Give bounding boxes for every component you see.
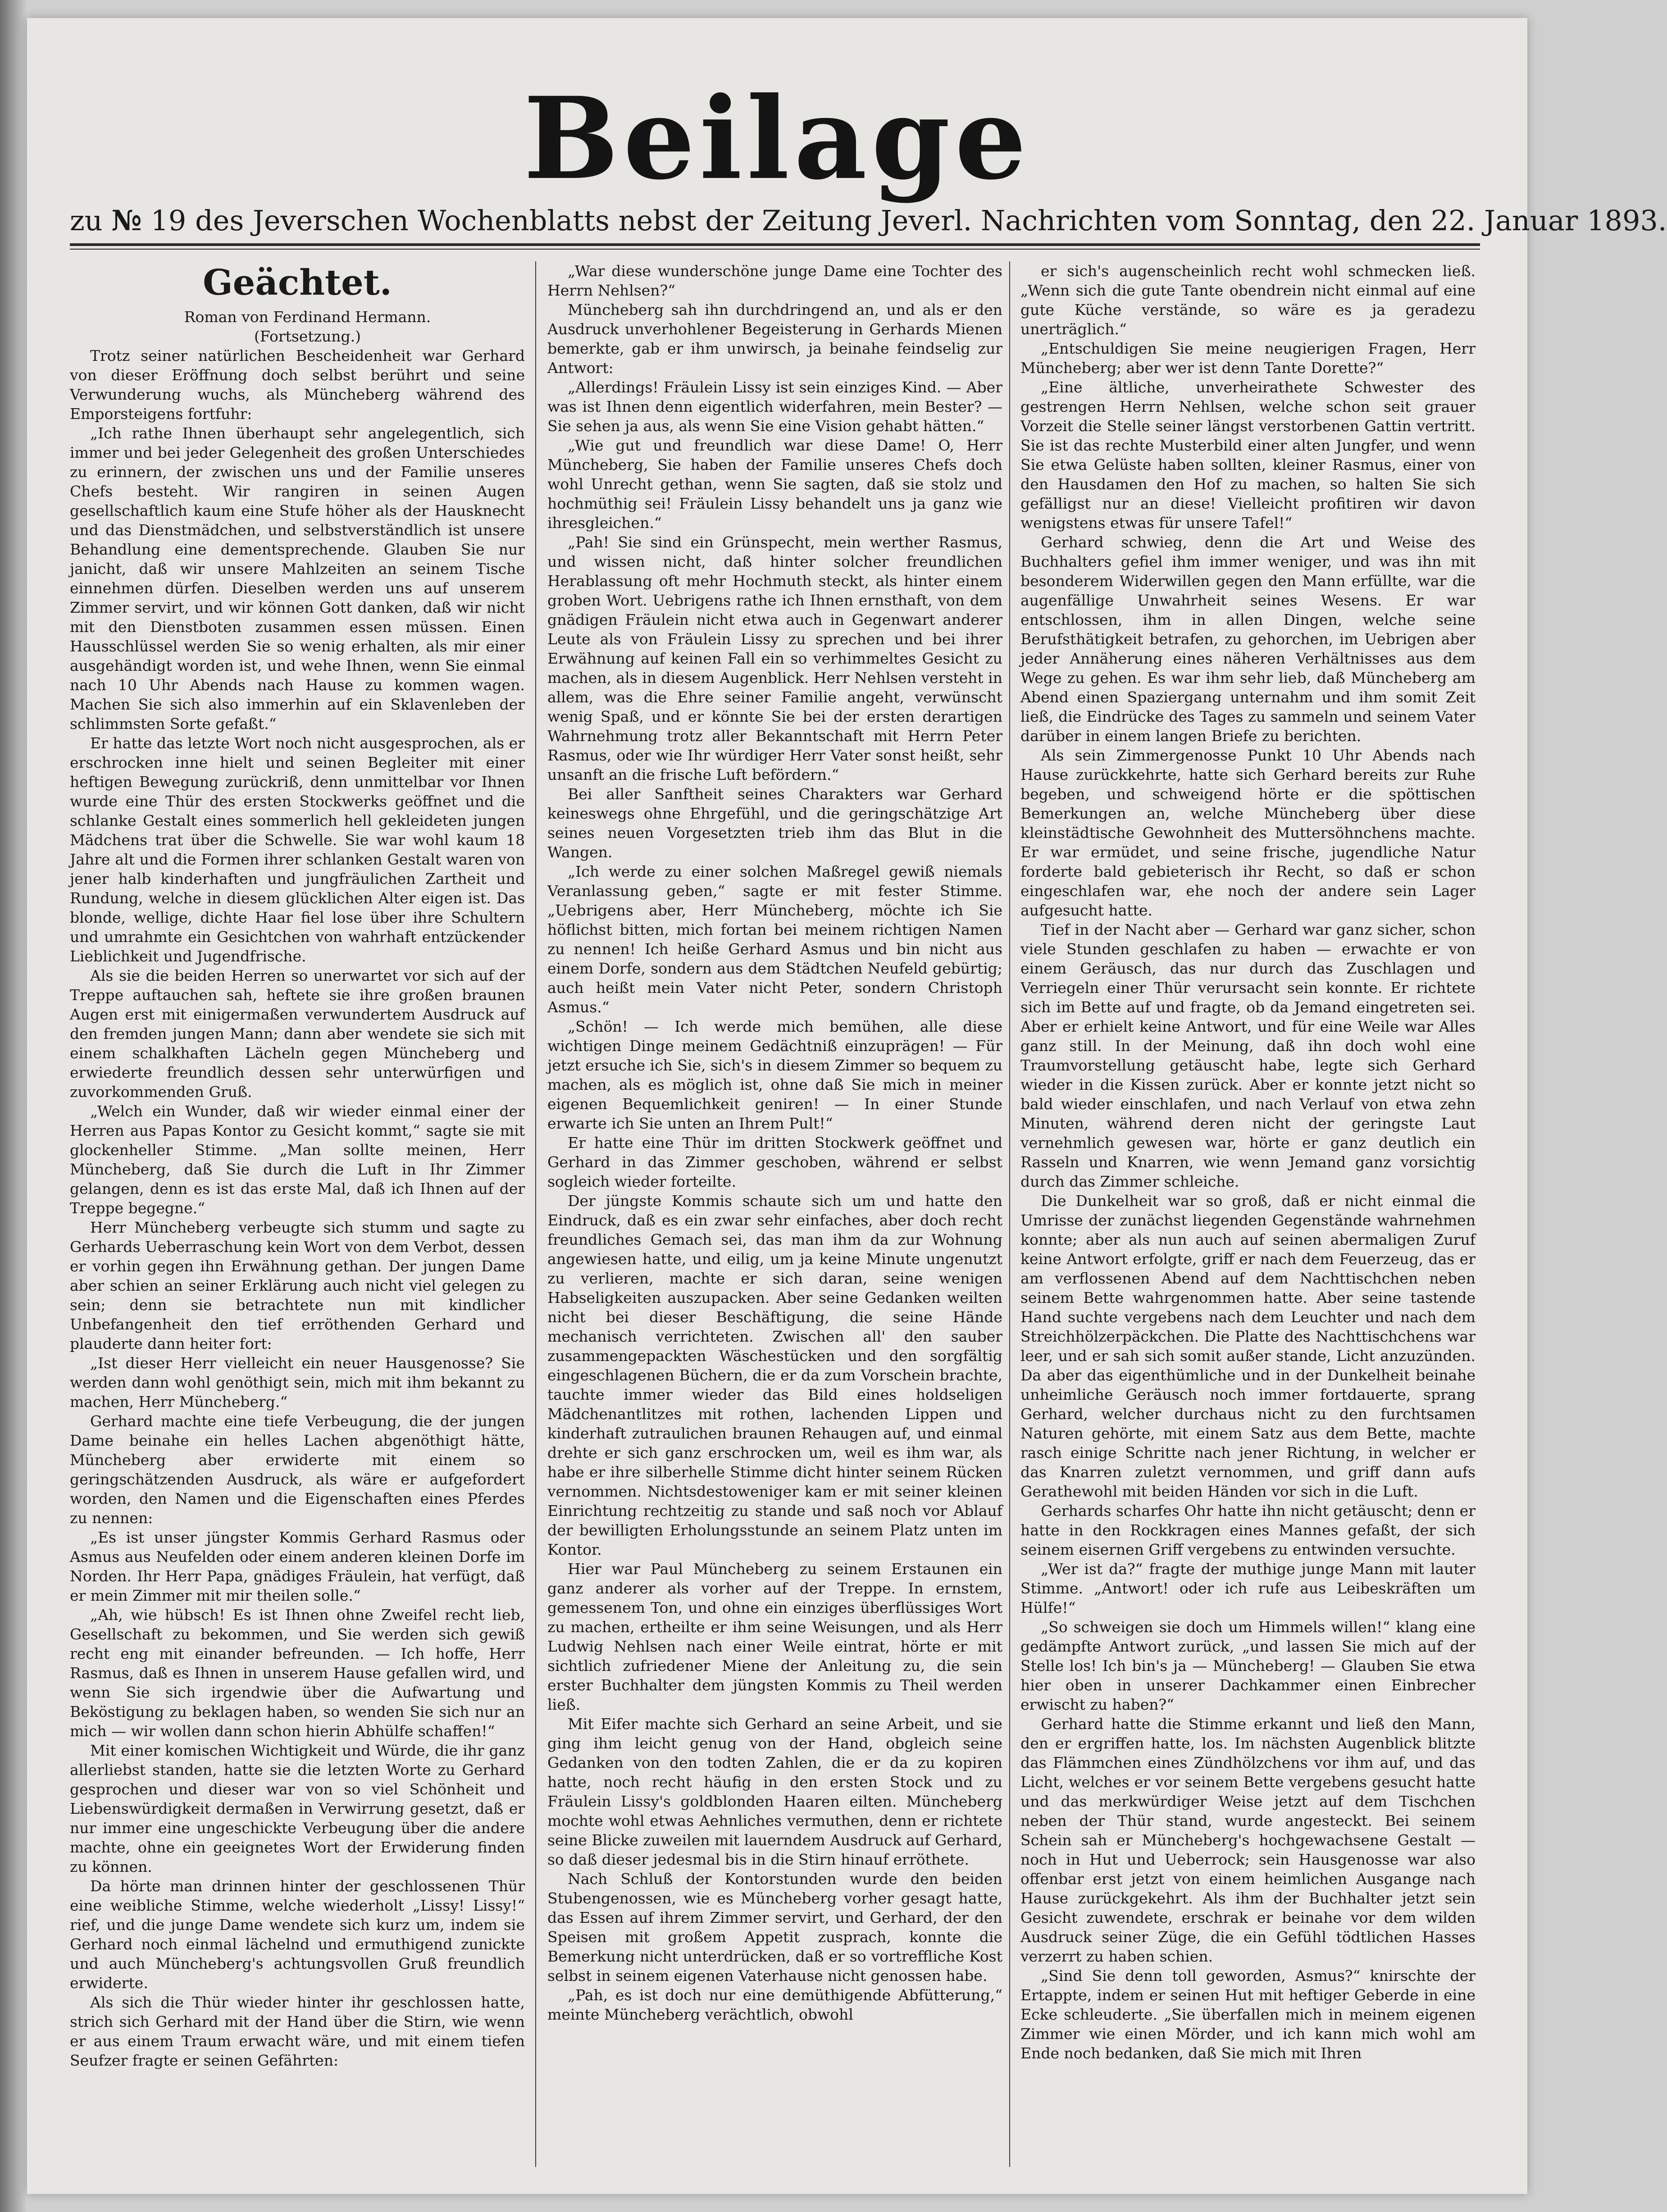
column-2-body (547, 261, 1002, 2024)
article-continuation: (Fortsetzung.) (254, 328, 361, 345)
book-spine (0, 0, 27, 2212)
paragraph: „Eine ältliche, unverheirathete Schwester des gestrengen Herrn Nehlsen, welche schon seit grauer Vorzeit die Stelle seiner längst verstorbenen Gattin vertritt. Sie ist das rechte Musterbild einer alten Jungfer, und wenn Sie etwa Gelüste haben sollten, kleiner Rasmus, einer von den Hausdamen den Hof zu machen, so halten Sie sich gefälligst nur an diese! Vielleicht profitiren wir davon wenigstens etwas für unsere Tafel!“ (1020, 378, 1476, 532)
paragraph: „Pah, es ist doch nur eine demüthigende Abfütterung,“ meinte Müncheberg verächtlich, obwohl (547, 1986, 1002, 2023)
paragraph: „War diese wunderschöne junge Dame eine Tochter des Herrn Nehlsen?“ (547, 262, 1002, 299)
issue-number: 19 (150, 204, 187, 237)
column-1-body (70, 346, 525, 2070)
paragraph: „Es ist unser jüngster Kommis Gerhard Rasmus oder Asmus aus Neufelden oder einem anderen kleinen Dorfe im Norden. Ihr Herr Papa, gnädiges Fräulein, hat verfügt, daß er mein Zimmer mit mir theilen solle.“ (70, 1529, 525, 1604)
paragraph: Gerhard machte eine tiefe Verbeugung, die der jungen Dame beinahe ein helles Lachen abgenöthigt hätte, Müncheberg aber erwiderte mit einem so geringschätzenden Ausdruck, als wäre er aufgefordert worden, den Namen und die Eigenschaften eines Pferdes zu nennen: (70, 1412, 525, 1527)
paragraph: Die Dunkelheit war so groß, daß er nicht einmal die Umrisse der zunächst liegenden Gegenstände wahrnehmen konnte; aber als nun auch auf seinen abermaligen Zuruf keine Antwort erfolgte, griff er nach dem Feuerzeug, das er am verflossenen Abend auf dem Nachttischchen neben seinem Bette wahrgenommen hatte. Aber seine tastende Hand suchte vergebens nach dem Leuchter und nach dem Streichhölzerpäckchen. Die Platte des Nachttischchens war leer, und er sah sich somit außer stande, Licht anzuzünden. Da aber das eigenthümliche und in der Dunkelheit beinahe unheimliche Geräusch noch immer fortdauerte, sprang Gerhard, welcher durchaus nicht zu den furchtsamen Naturen gehörte, mit einem Satz aus dem Bette, machte rasch einige Schritte nach jener Richtung, in welcher er das Knarren zuletzt vernommen, und griff dann aufs Gerathewohl mit beiden Händen vor sich in die Luft. (1020, 1192, 1476, 1500)
paragraph: Als sie die beiden Herren so unerwartet vor sich auf der Treppe auftauchen sah, heftete sie ihre großen braunen Augen erst mit einigermaßen verwundertem Ausdruck auf den fremden jungen Mann; dann aber wendete sie sich mit einem schalkhaften Lächeln gegen Müncheberg und erwiederte freundlich dessen sehr unterwürfigen und zuvorkommenden Gruß. (70, 967, 525, 1101)
paragraph: Trotz seiner natürlichen Bescheidenheit war Gerhard von dieser Eröffnung doch selbst berührt und seine Verwunderung wuchs, als Müncheberg während des Emporsteigens fortfuhr: (70, 347, 525, 423)
header-rule-thin (70, 249, 1480, 250)
column-3 (1020, 261, 1476, 2171)
column-3-body (1020, 261, 1476, 2063)
issue-line (70, 203, 1667, 239)
paragraph: Da hörte man drinnen hinter der geschlossenen Thür eine weibliche Stimme, welche wiederholt „Lissy! Lissy!“ rief, und die junge Dame wendete sich kurz um, indem sie Gerhard noch einmal lächelnd und ermuthigend zunickte und auch Müncheberg's achtungsvollen Gruß freundlich erwiderte. (70, 1877, 525, 1992)
paragraph: Hier war Paul Müncheberg zu seinem Erstaunen ein ganz anderer als vorher auf der Treppe. In ernstem, gemessenem Ton, und ohne ein einziges überflüssiges Wort zu machen, ertheilte er ihm seine Weisungen, und als Herr Ludwig Nehlsen nach einer Weile eintrat, hörte er mit sichtlich zufriedener Miene der Anleitung zu, die sein erster Buchhalter dem jüngsten Kommis zu Theil werden ließ. (547, 1560, 1002, 1713)
paragraph: „Ah, wie hübsch! Es ist Ihnen ohne Zweifel recht lieb, Gesellschaft zu bekommen, und Sie werden sich gewiß recht eng mit einander befreunden. — Ich hoffe, Herr Rasmus, daß es Ihnen in unserem Hause gefallen wird, und wenn Sie sich irgendwie über die Aufwartung und Beköstigung zu beklagen haben, so wenden Sie sich nur an mich — wir wollen dann schon hierin Abhülfe schaffen!“ (70, 1606, 525, 1740)
paragraph: „Wer ist da?“ fragte der muthige junge Mann mit lauter Stimme. „Antwort! oder ich rufe aus Leibeskräften um Hülfe!“ (1020, 1560, 1476, 1616)
masthead: Beilage (523, 72, 1031, 205)
number-sign: № (111, 204, 142, 237)
paragraph: Er hatte eine Thür im dritten Stockwerk geöffnet und Gerhard in das Zimmer geschoben, während er selbst sogleich wieder forteilte. (547, 1134, 1002, 1190)
paragraph: „Welch ein Wunder, daß wir wieder einmal einer der Herren aus Papas Kontor zu Gesicht kommt,“ sagte sie mit glockenheller Stimme. „Man sollte meinen, Herr Müncheberg, daß Sie durch die Luft in Ihr Zimmer gelangen, denn es ist das erste Mal, daß ich Ihnen auf der Treppe begegne.“ (70, 1102, 525, 1217)
column-2 (547, 261, 1002, 2171)
paragraph: er sich's augenscheinlich recht wohl schmecken ließ. „Wenn sich die gute Tante obendrein nicht einmal auf eine gute Küche verstände, so wäre es ja geradezu unerträglich.“ (1020, 262, 1476, 338)
paragraph: „Entschuldigen Sie meine neugierigen Fragen, Herr Müncheberg; aber wer ist denn Tante Dorette?“ (1020, 340, 1476, 377)
paragraph: „Wie gut und freundlich war diese Dame! O, Herr Müncheberg, Sie haben der Familie unseres Chefs doch wohl Unrecht gethan, wenn Sie sagten, daß sie stolz und hochmüthig sei! Fräulein Lissy behandelt uns ja ganz wie ihresgleichen.“ (547, 437, 1002, 532)
paragraph: Gerhard hatte die Stimme erkannt und ließ den Mann, den er ergriffen hatte, los. Im nächsten Augenblick blitzte das Flämmchen eines Zündhölzchens vor ihm auf, und das Licht, welches er vor seinem Bette vergebens gesucht hatte und das merkwürdiger Weise jetzt auf dem Tischchen neben der Thür stand, wurde angesteckt. Bei seinem Schein sah er Müncheberg's hochgewachsene Gestalt — noch in Hut und Ueberrock; sein Hausgenosse war also offenbar erst jetzt von einem heimlichen Ausgange nach Hause zurückgekehrt. Als ihm der Buchhalter jetzt sein Gesicht zuwendete, erschrak er beinahe vor dem wilden Ausdruck seiner Züge, die ein Gefühl tödtlichen Hasses verzerrt zu haben schien. (1020, 1715, 1476, 1965)
paragraph: Der jüngste Kommis schaute sich um und hatte den Eindruck, daß es ein zwar sehr einfaches, aber doch recht freundliches Gemach sei, das man ihm da zur Wohnung angewiesen hatte, und eilig, um ja keine Minute ungenutzt zu verlieren, machte er sich daran, seine wenigen Habseligkeiten auszupacken. Aber seine Gedanken weilten nicht bei dieser Beschäftigung, die seine Hände mechanisch verrichteten. Zwischen all' den sauber zusammengepackten Wäschestücken und den sorgfältig eingeschlagenen Büchern, die er da zum Vorschein brachte, tauchte immer wieder das Bild eines holdseligen Mädchenantlitzes mit rothen, lachenden Lippen und kinderhaft zutraulichen braunen Rehaugen auf, und einmal drehte er sich ganz erschrocken um, weil es ihm war, als habe er ihre silberhelle Stimme dicht hinter seinem Rücken vernommen. Nichtsdestoweniger kam er mit seiner kleinen Einrichtung rechtzeitig zu stande und saß noch vor Ablauf der bewilligten Erholungsstunde an seinem Platz unten im Kontor. (547, 1192, 1002, 1558)
paragraph: „Ich werde zu einer solchen Maßregel gewiß niemals Veranlassung geben,“ sagte er mit fester Stimme. „Uebrigens aber, Herr Müncheberg, möchte ich Sie höflichst bitten, mich fortan bei meinem richtigen Namen zu nennen! Ich heiße Gerhard Asmus und bin nicht aus einem Dorfe, sondern aus dem Städtchen Neufeld gebürtig; auch heißt mein Vater nicht Peter, sondern Christoph Asmus.“ (547, 863, 1002, 1016)
paragraph: Als sich die Thür wieder hinter ihr geschlossen hatte, strich sich Gerhard mit der Hand über die Stirn, wie wenn er aus einem Traum erwacht wäre, und mit einem tiefen Seufzer fragte er seinen Gefährten: (70, 1994, 525, 2069)
paragraph: Herr Müncheberg verbeugte sich stumm und sagte zu Gerhards Ueberraschung kein Wort von dem Verbot, dessen er vorhin gegen ihn Erwähnung gethan. Der jungen Dame aber schien an seiner Erklärung auch nicht viel gelegen zu sein; denn sie betrachtete nun mit kindlicher Unbefangenheit den tief erröthenden Gerhard und plauderte dann heiter fort: (70, 1219, 525, 1352)
paragraph: „Ich rathe Ihnen überhaupt sehr angelegentlich, sich immer und bei jeder Gelegenheit des großen Unterschiedes zu erinnern, der zwischen uns und der Familie unseres Chefs besteht. Wir rangiren in seinen Augen gesellschaftlich kaum eine Stufe höher als der Hausknecht und das Dienstmädchen, und selbstverständlich ist unsere Behandlung eine dementsprechende. Glauben Sie nur janicht, daß wir unsere Mahlzeiten an seinem Tische einnehmen dürfen. Dieselben werden uns auf unserem Zimmer servirt, und wir können Gott danken, daß wir nicht mit den Dienstboten zusammen essen müssen. Einen Hausschlüssel werden Sie so wenig erhalten, als mir einer ausgehändigt worden ist, und wehe Ihnen, wenn Sie einmal nach 10 Uhr Abends nach Hause zu kommen wagen. Machen Sie sich also immerhin auf ein Sklavenleben der schlimmsten Sorte gefaßt.“ (70, 424, 525, 733)
paragraph: Gerhards scharfes Ohr hatte ihn nicht getäuscht; denn er hatte in den Rockkragen eines Mannes gefaßt, der sich seinem eisernen Griff vergebens zu entwinden versuchte. (1020, 1502, 1476, 1558)
paragraph: „Sind Sie denn toll geworden, Asmus?“ knirschte der Ertappte, indem er seinen Hut mit heftiger Geberde in eine Ecke schleuderte. „Sie überfallen mich in meinem eigenen Zimmer wie einen Mörder, und ich kann mich wohl am Ende noch bedanken, daß Sie mich mit Ihren (1020, 1967, 1476, 2062)
issue-text: des Jeverschen Wochenblatts nebst der Zeitung Jeverl. Nachrichten vom Sonntag, den 22. Januar 1893. (195, 204, 1667, 237)
paragraph: „Ist dieser Herr vielleicht ein neuer Hausgenosse? Sie werden dann wohl genöthigt sein, mich mit ihm bekannt zu machen, Herr Müncheberg.“ (70, 1354, 525, 1411)
column-1 (70, 261, 525, 2171)
paragraph: Als sein Zimmergenosse Punkt 10 Uhr Abends nach Hause zurückkehrte, hatte sich Gerhard bereits zur Ruhe begeben, und schweigend hörte er die spöttischen Bemerkungen an, welche Müncheberg über diese kleinstädtische Gewohnheit des Muttersöhnchens machte. Er war ermüdet, und seine frische, jugendliche Natur forderte bald gebieterisch ihr Recht, so daß er schon eingeschlafen war, ehe noch der andere sein Lager aufgesucht hatte. (1020, 746, 1476, 919)
paragraph: Tief in der Nacht aber — Gerhard war ganz sicher, schon viele Stunden geschlafen zu haben — erwachte er von einem Geräusch, das nur durch das Zuschlagen und Verriegeln einer Thür verursacht sein konnte. Er richtete sich im Bette auf und fragte, ob da Jemand eingetreten sei. Aber er erhielt keine Antwort, und für eine Weile war Alles ganz still. In der Meinung, daß ihn doch wohl eine Traumvorstellung getäuscht habe, legte sich Gerhard wieder in die Kissen zurück. Aber er konnte jetzt nicht so bald wieder einschlafen, und nach Verlauf von etwa zehn Minuten, während deren nicht der geringste Laut vernehmlich gewesen war, hörte er ganz deutlich ein Rasseln und Knarren, wie wenn Jemand ganz vorsichtig durch das Zimmer schleiche. (1020, 921, 1476, 1190)
newspaper-page (27, 18, 1667, 2194)
paragraph: Bei aller Sanftheit seines Charakters war Gerhard keineswegs ohne Ehrgefühl, und die geringschätzige Art seines neuen Vorgesetzten trieb ihm das Blut in die Wangen. (547, 785, 1002, 861)
paragraph: Mit Eifer machte sich Gerhard an seine Arbeit, und sie ging ihm leicht genug von der Hand, obgleich seine Gedanken von den todten Zahlen, die er da zu kopiren hatte, noch recht häufig in den ersten Stock und zu Fräulein Lissy's goldblonden Haaren eilten. Müncheberg mochte wohl etwas Aehnliches vermuthen, denn er richtete seine Blicke zuweilen mit lauerndem Ausdruck auf Gerhard, so daß dieser jedesmal bis in die Stirn hinauf erröthete. (547, 1715, 1002, 1868)
paragraph: „Allerdings! Fräulein Lissy ist sein einziges Kind. — Aber was ist Ihnen denn eigentlich widerfahren, mein Bester? — Sie sehen ja aus, als wenn Sie eine Vision gehabt hätten.“ (547, 378, 1002, 435)
paragraph: „Schön! — Ich werde mich bemühen, alle diese wichtigen Dinge meinem Gedächtniß einzuprägen! — Für jetzt ersuche ich Sie, sich's in diesem Zimmer so bequem zu machen, als es möglich ist, ohne daß Sie mich in meiner eigenen Bequemlichkeit geniren! — In einer Stunde erwarte ich Sie unten an Ihrem Pult!“ (547, 1018, 1002, 1132)
paragraph: Er hatte das letzte Wort noch nicht ausgesprochen, als er erschrocken inne hielt und seinen Begleiter mit einer heftigen Bewegung zurückriß, denn unmittelbar vor Ihnen wurde eine Thür des ersten Stockwerks geöffnet und die schlanke Gestalt eines sommerlich hell gekleideten jungen Mädchens trat über die Schwelle. Sie war wohl kaum 18 Jahre alt und die Formen ihrer schlanken Gestalt waren von jener halb kinderhaften und jungfräulichen Zartheit und Rundung, welche in diesem glücklichen Alter eigen ist. Das blonde, wellige, dichte Haar fiel lose über ihre Schultern und umrahmte ein Gesichtchen von wahrhaft entzückender Lieblichkeit und Jugendfrische. (70, 734, 525, 965)
header-rule (70, 243, 1480, 246)
paragraph: Gerhard schwieg, denn die Art und Weise des Buchhalters gefiel ihm immer weniger, und was ihn mit besonderem Widerwillen gegen den Mann erfüllte, war die augenfällige Unwahrheit seines Wesens. Er war entschlossen, ihm in allen Dingen, welche seine Berufsthätigkeit betrafen, zu gehorchen, im Uebrigen aber jeder Annäherung eines näheren Verhältnisses aus dem Wege zu gehen. Es war ihm sehr lieb, daß Müncheberg am Abend einen Spaziergang unternahm und ihm somit Zeit ließ, die Eindrücke des Tages zu sammeln und seinem Vater darüber in einem langen Briefe zu berichten. (1020, 533, 1476, 745)
column-divider (1009, 261, 1010, 2167)
paragraph: „Pah! Sie sind ein Grünspecht, mein werther Rasmus, und wissen nicht, daß hinter solcher freundlichen Herablassung oft mehr Hochmuth steckt, als hinter einem groben Wort. Uebrigens rathe ich Ihnen ernsthaft, von dem gnädigen Fräulein nicht etwa auch in Gegenwart anderer Leute als von Fräulein Lissy zu sprechen und bei ihrer Erwähnung auf keinen Fall ein so verhimmeltes Gesicht zu machen, als in diesem Augenblick. Herr Nehlsen versteht in allem, was die Ehre seiner Familie angeht, verwünscht wenig Spaß, und er könnte Sie bei der ersten derartigen Wahrnehmung trotz aller Bekanntschaft mit Herrn Peter Rasmus, oder wie Ihr würdiger Herr Vater sonst heißt, sehr unsanft an die frische Luft befördern.“ (547, 533, 1002, 783)
paragraph: Mit einer komischen Wichtigkeit und Würde, die ihr ganz allerliebst standen, hatte sie die letzten Worte zu Gerhard gesprochen und dieser war von so viel Schönheit und Liebenswürdigkeit dermaßen in Verwirrung gesetzt, daß er nur immer eine ungeschickte Verbeugung über die andere machte, ohne ein geeignetes Wort der Erwiderung finden zu können. (70, 1742, 525, 1875)
paragraph: Müncheberg sah ihn durchdringend an, und als er den Ausdruck unverhohlener Begeisterung in Gerhards Mienen bemerkte, gab er ihm unwirsch, ja beinahe feindselig zur Antwort: (547, 301, 1002, 377)
paragraph: „So schweigen sie doch um Himmels willen!“ klang eine gedämpfte Antwort zurück, „und lassen Sie mich auf der Stelle los! Ich bin's ja — Müncheberg! — Glauben Sie etwa hier oben in unserer Dachkammer einen Einbrecher erwischt zu haben?“ (1020, 1618, 1476, 1713)
article-title: Geächtet. (203, 262, 392, 303)
column-divider (535, 261, 536, 2167)
issue-prefix: zu (70, 204, 103, 237)
article-author: Roman von Ferdinand Hermann. (184, 308, 431, 326)
paragraph: Nach Schluß der Kontorstunden wurde den beiden Stubengenossen, wie es Müncheberg vorher gesagt hatte, das Essen auf ihrem Zimmer servirt, und Gerhard, der den Speisen mit großem Appetit zusprach, konnte die Bemerkung nicht unterdrücken, daß er so vortreffliche Kost selbst in seinem eigenen Vaterhause nicht genossen habe. (547, 1870, 1002, 1984)
